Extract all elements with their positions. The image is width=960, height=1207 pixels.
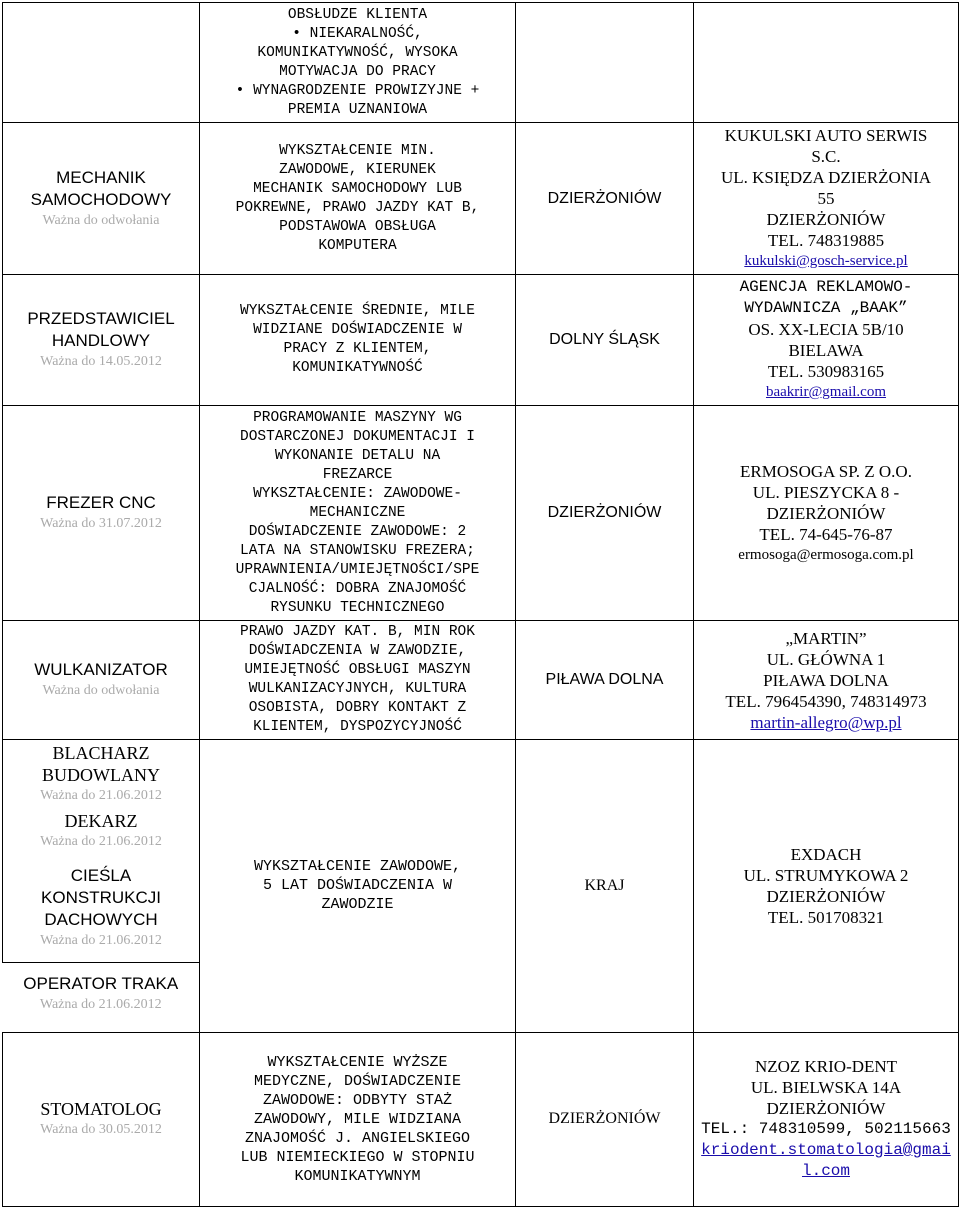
validity-date: Ważna do 21.06.2012 <box>40 788 162 803</box>
email-link[interactable]: baakrir@gmail.com <box>765 384 887 400</box>
contact-cell <box>694 406 959 621</box>
validity-date: Ważna do 21.06.2012 <box>40 932 162 948</box>
table-row <box>3 275 959 406</box>
contact-line: UL. PIESZYCKA 8 - <box>752 482 900 502</box>
validity-date: Ważna do odwołania <box>42 683 160 698</box>
position-cell <box>3 854 200 962</box>
contact-line: OS. XX-LECIA 5B/10 <box>748 320 904 339</box>
email-link[interactable]: kukulski@gosch-service.pl <box>744 253 908 269</box>
table-row <box>3 123 959 275</box>
contact-line: „MARTIN” <box>785 628 867 648</box>
location-text: DZIERŻONIÓW <box>548 1110 661 1127</box>
validity-date: Ważna do 21.06.2012 <box>39 997 162 1013</box>
position-cell <box>3 123 200 275</box>
table-row <box>3 621 959 740</box>
location-text: DZIERŻONIÓW <box>547 504 662 521</box>
contact-line: DZIERŻONIÓW <box>766 1099 886 1118</box>
contact-line: S.C. <box>811 147 841 166</box>
requirements-cell <box>200 275 516 406</box>
position-name: FREZER CNC <box>46 493 156 512</box>
contact-line: UL. BIELWSKA 14A <box>750 1078 902 1097</box>
position-cell <box>3 406 200 621</box>
contact-cell <box>694 621 959 740</box>
contact-line: TEL. 796454390, 748314973 <box>725 691 927 711</box>
requirements-text: WYKSZTAŁCENIE MIN. ZAWODOWE, KIERUNEK MECHANIK SAMOCHODOWY LUB POKREWNE, PRAWO JAZDY KAT B, PODSTAWOWA OBSŁUGA KOMPUTERA <box>235 142 480 254</box>
contact-line: DZIERŻONIÓW <box>766 210 886 229</box>
position-name: WULKANIZATOR <box>34 660 168 679</box>
position-name: OPERATOR TRAKA <box>23 974 179 994</box>
requirements-cell <box>200 621 516 740</box>
requirements-cell <box>200 740 516 1033</box>
validity-date: Ważna do 31.07.2012 <box>40 516 162 531</box>
contact-line: PIŁAWA DOLNA <box>763 670 889 690</box>
position-cell <box>3 740 200 809</box>
requirements-cell <box>200 3 516 123</box>
position-cell <box>3 621 200 740</box>
requirements-text: OBSŁUDZE KLIENTA • NIEKARALNOŚĆ, KOMUNIKATYWNOŚĆ, WYSOKA MOTYWACJA DO PRACY • WYNAGRODZENIE PROWIZYJNE + PREMIA UZNANIOWA <box>235 6 480 118</box>
location-cell <box>516 1032 694 1206</box>
table-row <box>3 3 959 123</box>
position-cell <box>3 3 200 123</box>
contact-line: TEL. 74-645-76-87 <box>759 524 893 544</box>
contact-line: 55 <box>817 189 835 208</box>
contact-line: EXDACH <box>790 844 862 864</box>
contact-cell <box>694 3 959 123</box>
requirements-text: WYKSZTAŁCENIE ŚREDNIE, MILE WIDZIANE DOŚWIADCZENIE W PRACY Z KLIENTEM, KOMUNIKATYWNOŚĆ <box>240 303 475 376</box>
position-name: MECHANIK SAMOCHODOWY <box>30 167 172 209</box>
email-link[interactable]: kriodent.stomatologia@gmail.com <box>701 1141 951 1180</box>
position-name: DEKARZ <box>64 811 138 831</box>
contact-line: BIELAWA <box>788 341 864 360</box>
validity-date: Ważna do odwołania <box>42 212 160 228</box>
contact-cell <box>694 1032 959 1206</box>
position-name: BLACHARZ BUDOWLANY <box>42 743 160 785</box>
position-name: PRZEDSTAWICIEL HANDLOWY <box>27 309 175 350</box>
validity-date: Ważna do 14.05.2012 <box>40 354 162 369</box>
location-text: DOLNY ŚLĄSK <box>549 331 660 348</box>
contact-line: TEL. 530983165 <box>767 362 885 381</box>
location-text: DZIERŻONIÓW <box>547 189 662 207</box>
table-row <box>3 1032 959 1206</box>
contact-line: TEL. 748319885 <box>767 231 885 250</box>
location-cell <box>516 406 694 621</box>
requirements-text: PRAWO JAZDY KAT. B, MIN ROK DOŚWIADCZENIA W ZAWODZIE, UMIEJĘTNOŚĆ OBSŁUGI MASZYN WULKANIZACYJNYCH, KULTURA OSOBISTA, DOBRY KONTAKT Z KLIENTEM, DYSPOZYCYJNOŚĆ <box>240 624 475 735</box>
position-name: CIEŚLA KONSTRUKCJI DACHOWYCH <box>41 865 161 929</box>
table-row <box>3 406 959 621</box>
requirements-text: WYKSZTAŁCENIE ZAWODOWE, 5 LAT DOŚWIADCZENIA W ZAWODZIE <box>253 858 462 914</box>
validity-date: Ważna do 30.05.2012 <box>40 1122 162 1137</box>
location-text: PIŁAWA DOLNA <box>545 671 664 688</box>
location-text: KRAJ <box>584 876 625 894</box>
requirements-text: WYKSZTAŁCENIE WYŻSZE MEDYCZNE, DOŚWIADCZENIE ZAWODOWE: ODBYTY STAŻ ZAWODOWY, MILE WIDZIANA ZNAJOMOŚĆ J. ANGIELSKIEGO LUB NIEMIECKIEGO W STOPNIU KOMUNIKATYWNYM <box>240 1053 475 1185</box>
contact-line: DZIERŻONIÓW <box>766 503 886 523</box>
requirements-cell <box>200 406 516 621</box>
requirements-cell <box>200 1032 516 1206</box>
location-cell <box>516 740 694 1033</box>
position-cell <box>3 1032 200 1206</box>
email-link[interactable]: martin-allegro@wp.pl <box>750 712 902 732</box>
position-cell <box>3 808 200 854</box>
location-cell <box>516 621 694 740</box>
table-row <box>3 740 959 809</box>
contact-line: UL. STRUMYKOWA 2 <box>743 865 909 885</box>
contact-cell <box>694 275 959 406</box>
contact-line: KUKULSKI AUTO SERWIS <box>724 126 928 145</box>
position-cell <box>3 962 200 1026</box>
contact-line: UL. GŁÓWNA 1 <box>766 649 886 669</box>
contact-line: ermosoga@ermosoga.com.pl <box>738 546 914 563</box>
validity-date: Ważna do 21.06.2012 <box>40 834 162 849</box>
contact-line: TEL.: 748310599, 502115663 <box>701 1120 951 1138</box>
contact-line: UL. KSIĘDZA DZIERŻONIA <box>720 168 932 187</box>
contact-line: ERMOSOGA SP. Z O.O. <box>740 461 912 481</box>
requirements-text: PROGRAMOWANIE MASZYNY WG DOSTARCZONEJ DOKUMENTACJI I WYKONANIE DETALU NA FREZARCE WYKSZTAŁCENIE: ZAWODOWE- MECHANICZNE DOŚWIADCZENIE ZAWODOWE: 2 LATA NA STANOWISKU FREZERA; UPRAWNIENIA/UMIEJĘTNOŚCI/SPE CJALNOŚĆ: DOBRA ZNAJOMOŚĆ RYSUNKU TECHNICZNEGO <box>235 409 480 616</box>
contact-line: NZOZ KRIO-DENT <box>754 1057 898 1076</box>
contact-line: AGENCJA REKLAMOWO- <box>739 278 913 296</box>
requirements-cell <box>200 123 516 275</box>
location-cell <box>516 123 694 275</box>
contact-cell <box>694 740 959 1033</box>
location-cell <box>516 3 694 123</box>
location-cell <box>516 275 694 406</box>
contact-line: TEL. 501708321 <box>767 907 885 927</box>
position-cell <box>3 275 200 406</box>
contact-cell <box>694 123 959 275</box>
job-offers-table <box>2 2 959 1207</box>
position-name: STOMATOLOG <box>40 1099 162 1119</box>
contact-line: WYDAWNICZA „BAAK” <box>744 299 908 317</box>
contact-line: DZIERŻONIÓW <box>766 886 886 906</box>
